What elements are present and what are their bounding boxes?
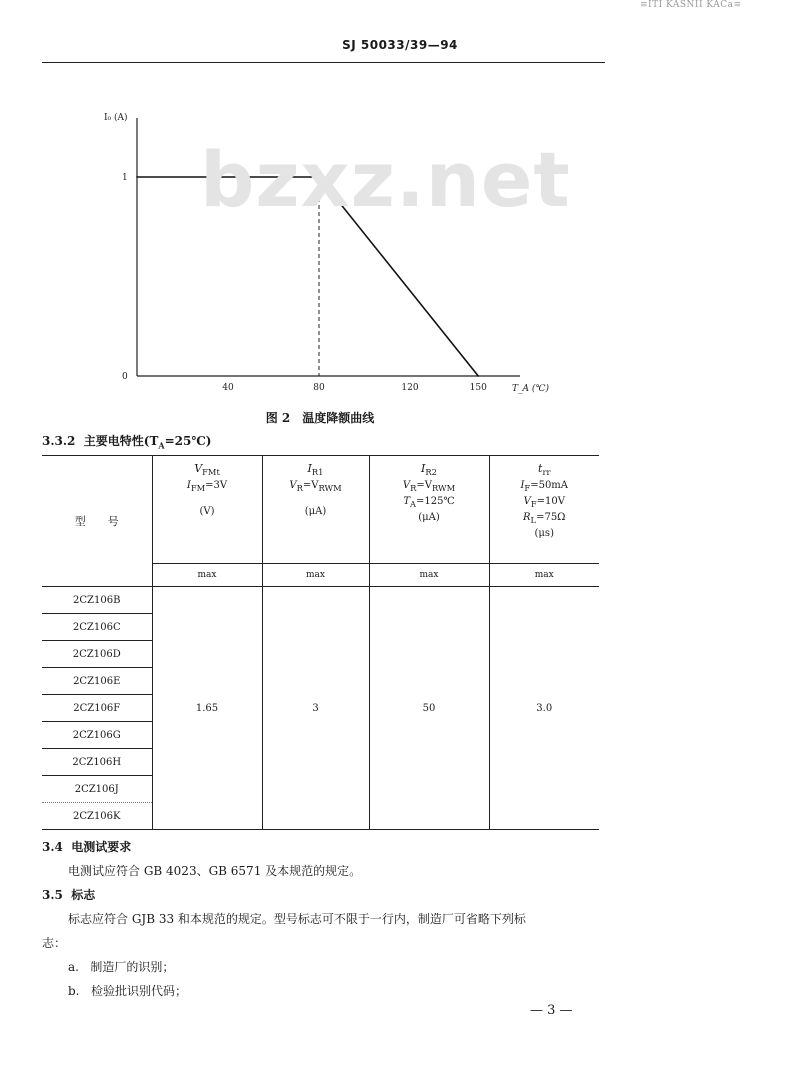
section-title: 主要电特性(T [83, 434, 159, 448]
section-332-heading [42, 432, 211, 450]
param-header-ir2: $I_{R2}$ $V_R=V_{RWM}$ $T_A=125℃$ (μA) [369, 456, 489, 564]
section-title-sub: A [158, 440, 165, 451]
param-header-vfm: $V_{FMt}$ $I_{FM}=3V$ (V) [152, 456, 262, 564]
section-35-heading [42, 886, 95, 903]
header-rule [42, 62, 605, 63]
model-cell: 2CZ106J [42, 776, 152, 803]
model-cell: 2CZ106B [42, 587, 152, 614]
model-cell: 2CZ106C [42, 614, 152, 641]
model-cell: 2CZ106E [42, 668, 152, 695]
list-item-text: 制造厂的识别； [90, 960, 175, 974]
section-number: 3.5 [42, 888, 63, 902]
value-ir1: 3 [262, 587, 369, 830]
model-cell: 2CZ106H [42, 749, 152, 776]
section-35-body-line1: 标志应符合 GJB 33 和本规范的规定。型号标志可不限于一行内，制造厂可省略下列标 [68, 912, 526, 926]
limit-vfm: max [152, 564, 262, 587]
y-tick-label: 0 [122, 372, 128, 382]
limit-trr: max [489, 564, 599, 587]
x-tick-label: 150 [469, 383, 487, 393]
section-number: 3.3.2 [42, 434, 76, 448]
watermark: bzxz.net [200, 135, 571, 224]
section-number: 3.4 [42, 840, 63, 854]
model-cell: 2CZ106F [42, 695, 152, 722]
y-axis-label: I₀ (A) [104, 113, 128, 123]
value-trr: 3.0 [489, 587, 599, 830]
model-cell: 2CZ106D [42, 641, 152, 668]
list-item [68, 982, 187, 999]
list-item-label: a. [68, 960, 79, 974]
list-item-label: b. [68, 984, 80, 998]
section-title: 标志 [71, 888, 96, 902]
series-point [477, 375, 479, 377]
param-header-ir1: $I_{R1}$ $V_R=V_{RWM}$ (μA) [262, 456, 369, 564]
value-vfm: 1.65 [152, 587, 262, 830]
value-ir2: 50 [369, 587, 489, 830]
x-tick-label: 120 [401, 383, 419, 393]
section-34-body: 电测试应符合 GB 4023、GB 6571 及本规范的规定。 [68, 864, 362, 878]
section-title-end: =25℃) [164, 434, 212, 448]
x-tick-label: 80 [313, 383, 325, 393]
param-header-trr: $t_{rr}$ $I_F=50mA$ $V_F=10V$ $R_L=75\Omega$ (μs) [489, 456, 599, 564]
model-cell: 2CZ106G [42, 722, 152, 749]
list-item-text: 检验批识别代码； [90, 984, 187, 998]
x-axis-label: T_A (℃) [512, 384, 549, 394]
corner-text: ≡ITI KASNII KACa≡ [640, 0, 742, 10]
section-34-heading [42, 838, 131, 855]
limit-ir1: max [262, 564, 369, 587]
section-35-body-line2: 志： [42, 936, 67, 950]
y-tick-label: 1 [122, 173, 128, 183]
model-header: 型 号 [42, 456, 152, 587]
x-tick-label: 40 [222, 383, 234, 393]
document-number: SJ 50033/39—94 [342, 38, 458, 52]
list-item [68, 958, 174, 975]
characteristics-table [42, 455, 599, 830]
figure-caption: 图 2 温度降额曲线 [265, 411, 375, 425]
section-title: 电测试要求 [71, 840, 132, 854]
series-point [136, 176, 138, 178]
limit-ir2: max [369, 564, 489, 587]
model-cell: 2CZ106K [42, 803, 152, 830]
page-number: — 3 — [530, 1003, 573, 1018]
